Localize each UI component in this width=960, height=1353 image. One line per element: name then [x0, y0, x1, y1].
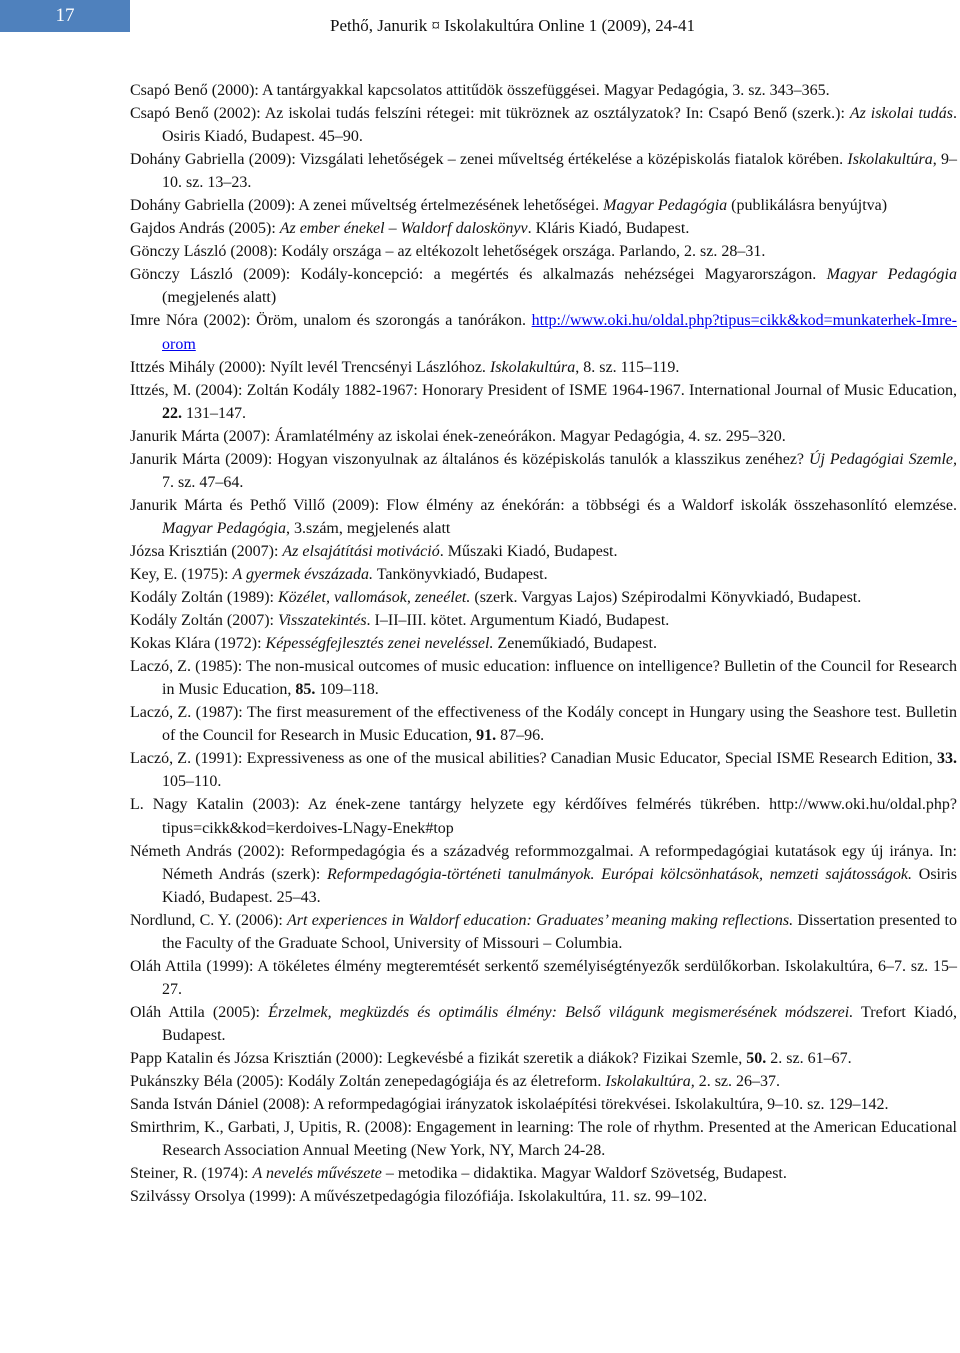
- reference-text: Laczó, Z. (1991): Expressiveness as one of the musical abilities? Canadian Music Educator, Special ISME Research Edition,: [130, 750, 937, 768]
- reference-entry: [130, 263, 957, 309]
- reference-text: Oláh Attila (2005):: [130, 1003, 269, 1021]
- reference-italic-text: Magyar Pedagógia: [826, 266, 958, 284]
- reference-italic-text: Közélet, vallomások, zeneélet.: [277, 589, 471, 607]
- reference-text: , 8. sz. 115–119.: [575, 358, 680, 376]
- reference-volume-number: 33.: [937, 750, 957, 768]
- reference-entry: [130, 217, 957, 240]
- reference-italic-text: A gyermek évszázada.: [232, 565, 374, 583]
- reference-list: [130, 79, 957, 1208]
- reference-italic-text: Visszatekintés: [277, 612, 367, 630]
- reference-text: Tankönyvkiadó, Budapest.: [373, 565, 548, 583]
- reference-text: (szerk. Vargyas Lajos) Szépirodalmi Könyvkiadó, Budapest.: [470, 589, 862, 607]
- reference-text: Gajdos András (2005):: [130, 220, 280, 238]
- reference-text: Zeneműkiadó, Budapest.: [493, 635, 657, 653]
- reference-text: Trefort Kiadó, Budapest.: [162, 1003, 958, 1044]
- reference-text: 2. sz. 61–67.: [766, 1049, 852, 1067]
- reference-text: Laczó, Z. (1987): The first measurement of the effectiveness of the Kodály concept in Hungary using the Seashore test. Bulletin of the Council for Research in Music Education,: [130, 704, 957, 745]
- reference-italic-text: Érzelmek, megküzdés és optimális élmény: Belső világunk megismerésének módszerei.: [268, 1003, 854, 1021]
- reference-text: Janurik Márta (2009): Hogyan viszonyulnak az általános és középiskolás tanulók a klasszikus zenéhez?: [130, 450, 809, 468]
- reference-entry: [130, 1116, 957, 1162]
- reference-entry: [130, 494, 957, 540]
- reference-text: Janurik Márta (2007): Áramlatélmény az iskolai ének-zeneórákon. Magyar Pedagógia, 4. sz. 295–320.: [130, 427, 786, 445]
- reference-entry: [130, 1047, 957, 1070]
- reference-italic-text: Képességfejlesztés zenei neveléssel.: [265, 635, 494, 653]
- reference-text: Kodály Zoltán (1989):: [130, 589, 278, 607]
- reference-entry: [130, 632, 957, 655]
- reference-text: Csapó Benő (2000): A tantárgyakkal kapcsolatos attitűdök összefüggései. Magyar Pedagógia, 3. sz. 343–365.: [130, 82, 830, 99]
- reference-entry: [130, 1070, 957, 1093]
- reference-text: (megjelenés alatt): [162, 289, 277, 307]
- reference-text: Dohány Gabriella (2009): A zenei műveltség értelmezésének lehetőségei.: [130, 197, 604, 215]
- reference-text: Szilvássy Orsolya (1999): A művészetpedagógia filozófiája. Iskolakultúra, 11. sz. 99–102.: [130, 1188, 708, 1206]
- reference-italic-text: Reformpedagógia-történeti tanulmányok. Európai kölcsönhatások, nemzeti sajátosságok.: [326, 865, 913, 883]
- reference-italic-text: Magyar Pedagógia: [603, 197, 728, 215]
- reference-entry: [130, 1001, 957, 1047]
- reference-text: Laczó, Z. (1985): The non-musical outcomes of music education: influence on intelligence? Bulletin of the Council for Research in Music Education,: [130, 658, 957, 699]
- reference-entry: [130, 1093, 957, 1116]
- reference-entry: [130, 356, 957, 379]
- reference-text: . Műszaki Kiadó, Budapest.: [439, 542, 618, 560]
- reference-text: . Osiris Kiadó, Budapest. 45–90.: [162, 105, 957, 146]
- reference-entry: [130, 955, 957, 1001]
- reference-entry: [130, 148, 957, 194]
- page-number-badge: 17: [0, 0, 130, 32]
- reference-italic-text: Magyar Pedagógia: [162, 519, 286, 537]
- reference-entry: [130, 609, 957, 632]
- reference-text: Nordlund, C. Y. (2006):: [130, 911, 288, 929]
- reference-text: Oláh Attila (1999): A tökéletes élmény megteremtését serkentő személyiségtényezők serdülőkorban. Iskolakultúra, 6–7. sz. 15–27.: [130, 957, 957, 998]
- reference-italic-text: Art experiences in Waldorf education: Graduates’ meaning making reflections.: [287, 911, 794, 929]
- reference-text: – metodika – didaktika. Magyar Waldorf Szövetség, Budapest.: [381, 1165, 787, 1183]
- reference-text: Key, E. (1975):: [130, 565, 233, 583]
- reference-volume-number: 50.: [746, 1049, 767, 1067]
- reference-entry: [130, 448, 957, 494]
- reference-text: Ittzés Mihály (2000): Nyílt levél Trencsényi Lászlóhoz.: [130, 358, 490, 376]
- reference-italic-text: Az elsajátítási motiváció: [282, 542, 440, 560]
- reference-text: (publikálásra benyújtva): [727, 197, 888, 215]
- reference-url-link[interactable]: http://www.oki.hu/oldal.php?tipus=cikk&kod=munkaterhek-Imre-orom: [162, 312, 957, 353]
- reference-text: L. Nagy Katalin (2003): Az ének-zene tantárgy helyzete egy kérdőíves felmérés tükrében. http://www.oki.hu/oldal.php?tipus=cikk&kod=kerdoives-LNagy-Enek#top: [130, 796, 957, 837]
- reference-entry: [130, 1185, 957, 1208]
- reference-italic-text: A nevelés művészete: [252, 1165, 382, 1183]
- reference-text: 7. sz. 47–64.: [162, 473, 244, 491]
- reference-text: Papp Katalin és Józsa Krisztián (2000): Legkevésbé a fizikát szeretik a diákok? Fizikai Szemle,: [130, 1049, 747, 1067]
- reference-italic-text: Iskolakultúra: [847, 151, 933, 169]
- reference-text: Sanda István Dániel (2008): A reformpedagógiai irányzatok iskolaépítési törekvései. Iskolakultúra, 9–10. sz. 129–142.: [130, 1096, 889, 1114]
- reference-text: Smirthrim, K., Garbati, J, Upitis, R. (2008): Engagement in learning: The role of rhythm. Presented at the American Educational Research Association Annual Meeting (New York, NY, March 24-28.: [130, 1119, 957, 1160]
- reference-italic-text: Új Pedagógiai Szemle,: [808, 450, 958, 468]
- reference-text: Pukánszky Béla (2005): Kodály Zoltán zenepedagógiája és az életreform.: [130, 1073, 606, 1091]
- reference-text: Kodály Zoltán (2007):: [130, 612, 278, 630]
- reference-text: Osiris Kiadó, Budapest. 25–43.: [162, 865, 957, 906]
- reference-entry: [130, 1162, 957, 1185]
- reference-entry: [130, 194, 957, 217]
- reference-text: 109–118.: [315, 681, 379, 699]
- reference-entry: [130, 909, 957, 955]
- running-header: Pethő, Janurik ¤ Iskolakultúra Online 1 (2009), 24-41: [330, 16, 695, 35]
- reference-text: Gönczy László (2009): Kodály-koncepció: a megértés és alkalmazás nehézségei Magyarországon.: [130, 266, 827, 284]
- reference-entry: [130, 102, 957, 148]
- reference-entry: [130, 747, 957, 793]
- reference-text: , 3.szám, megjelenés alatt: [285, 519, 451, 537]
- reference-text: . Kláris Kiadó, Budapest.: [527, 220, 690, 238]
- reference-text: Kokas Klára (1972):: [130, 635, 266, 653]
- reference-text: Ittzés, M. (2004): Zoltán Kodály 1882-1967: Honorary President of ISME 1964-1967. International Journal of Music Education,: [130, 381, 957, 399]
- reference-text: Józsa Krisztián (2007):: [130, 542, 283, 560]
- reference-text: 87–96.: [496, 727, 545, 745]
- reference-entry: [130, 655, 957, 701]
- reference-volume-number: 91.: [476, 727, 497, 745]
- reference-entry: [130, 701, 957, 747]
- reference-volume-number: 22.: [162, 404, 182, 422]
- reference-italic-text: Az iskolai tudás: [849, 105, 953, 123]
- reference-italic-text: Iskolakultúra: [489, 358, 576, 376]
- reference-entry: [130, 563, 957, 586]
- reference-text: Csapó Benő (2002): Az iskolai tudás felszíni rétegei: mit tükröznek az osztályzatok? In: Csapó Benő (szerk.):: [130, 105, 850, 123]
- reference-text: Dissertation presented to the Faculty of the Graduate School, University of Missouri – Columbia.: [162, 911, 957, 952]
- reference-entry: [130, 840, 957, 909]
- reference-text: 2. sz. 26–37.: [694, 1073, 781, 1091]
- reference-entry: [130, 586, 957, 609]
- reference-text: , 9–10. sz. 13–23.: [162, 151, 957, 192]
- reference-entry: [130, 425, 957, 448]
- reference-entry: [130, 240, 957, 263]
- reference-italic-text: Az ember énekel – Waldorf daloskönyv: [279, 220, 528, 238]
- reference-text: Janurik Márta és Pethő Villő (2009): Flow élmény az énekórán: a többségi és a Waldorf iskolák összehasonlító elemzése.: [130, 496, 957, 514]
- reference-text: Steiner, R. (1974):: [130, 1165, 253, 1183]
- reference-entry: [130, 379, 957, 425]
- reference-entry: [130, 540, 957, 563]
- reference-text: Dohány Gabriella (2009): Vizsgálati lehetőségek – zenei műveltség értékelése a középiskolás fiatalok körében.: [130, 151, 848, 169]
- reference-text: 131–147.: [182, 404, 246, 422]
- reference-italic-text: Iskolakultúra,: [605, 1073, 695, 1091]
- reference-text: . I–II–III. kötet. Argumentum Kiadó, Budapest.: [366, 612, 670, 630]
- reference-entry: [130, 79, 957, 102]
- reference-text: Németh András (2002): Reformpedagógia és a századvég reformmozgalmai. A reformpedagógiai kutatások egy új iránya. In: Németh András (szerk):: [130, 842, 957, 883]
- reference-entry: [130, 793, 957, 839]
- reference-text: Gönczy László (2008): Kodály országa – az eltékozolt lehetőségek országa. Parlando, 2. sz. 28–31.: [130, 243, 766, 261]
- reference-entry: [130, 309, 957, 355]
- reference-text: 105–110.: [162, 773, 222, 791]
- reference-text: Imre Nóra (2002): Öröm, unalom és szorongás a tanórákon.: [130, 312, 532, 330]
- reference-volume-number: 85.: [295, 681, 316, 699]
